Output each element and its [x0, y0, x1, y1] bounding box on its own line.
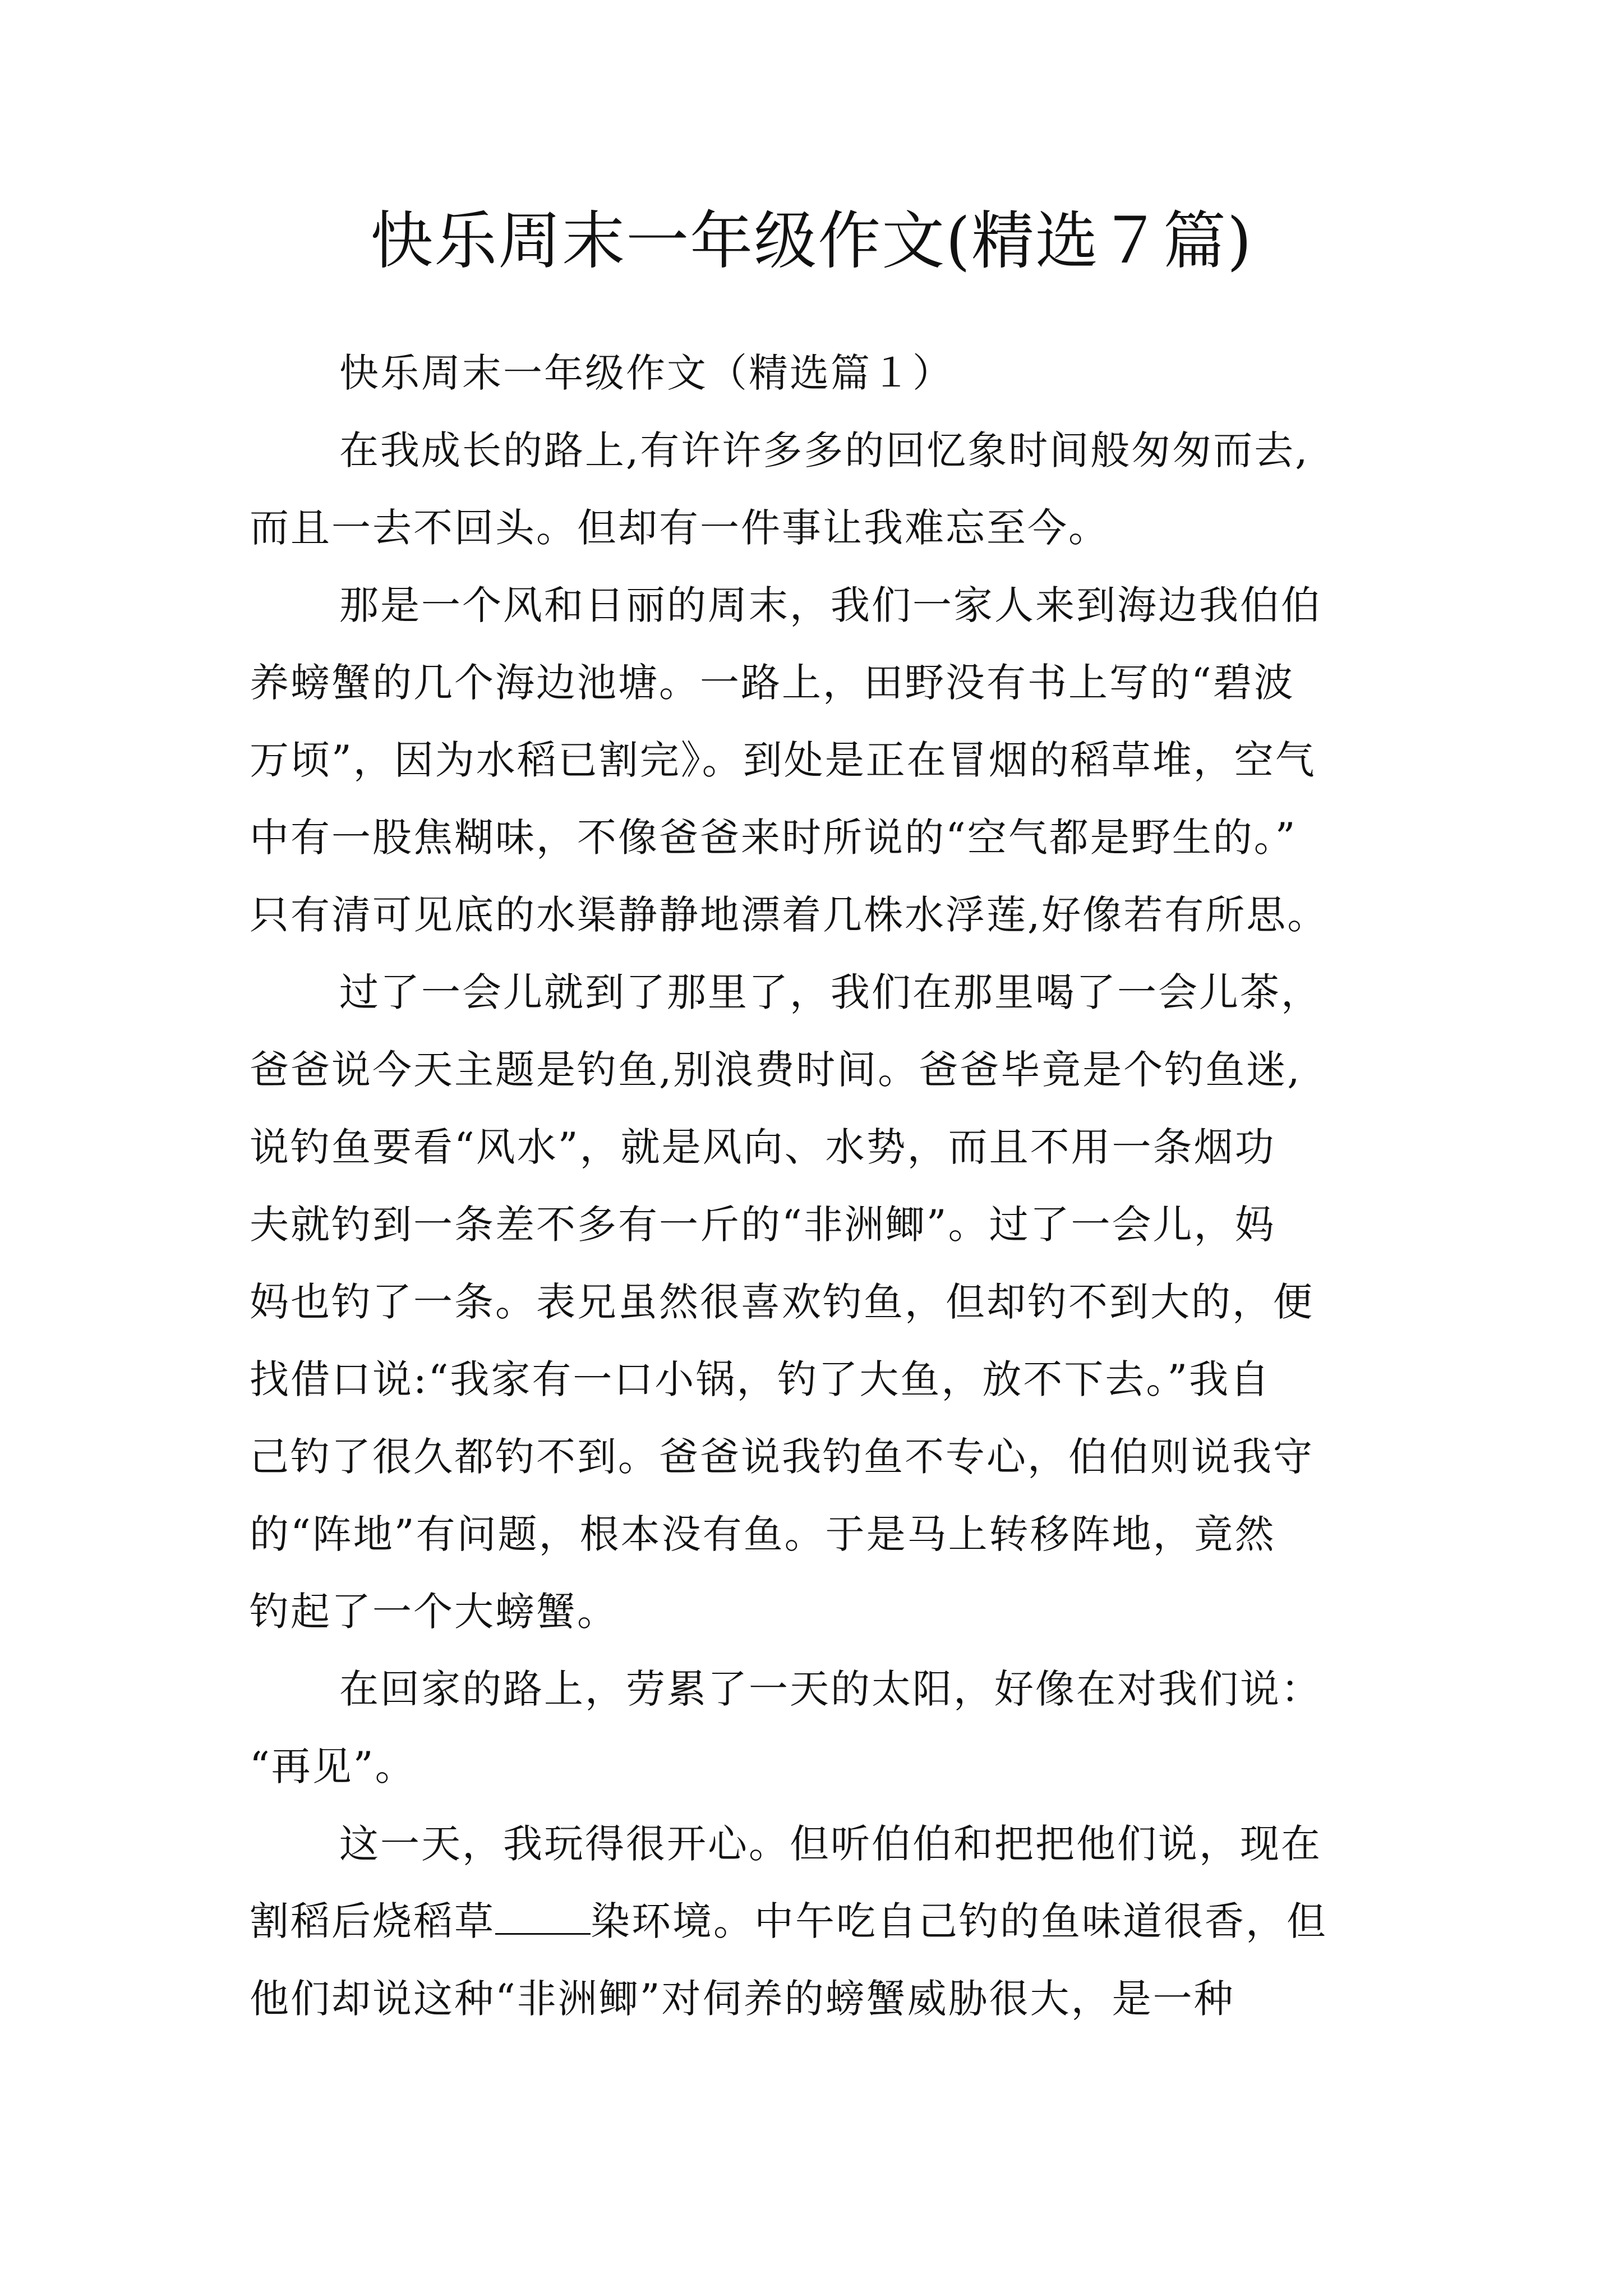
document-body: [250, 334, 1382, 2037]
text-before-blank: 割稻后烧稻草: [250, 1898, 495, 1944]
text-line: 只有清可见底的水渠静静地漂着几株水浮莲,好像若有所思。: [250, 892, 1329, 938]
text-line: 他们却说这种“非洲鲫”对伺养的螃蟹威胁很大，是一种: [250, 1976, 1235, 2022]
paragraph-5: [250, 1805, 1382, 2037]
paragraph-2: [250, 567, 1382, 954]
section-heading: [250, 334, 1382, 412]
text-line: “再见”。: [250, 1743, 416, 1789]
text-line: 这一天，我玩得很开心。但听伯伯和把把他们说，现在: [339, 1821, 1322, 1867]
text-line: 己钓了很久都钓不到。爸爸说我钓鱼不专心，伯伯则说我守: [250, 1434, 1314, 1480]
paragraph-1: [250, 412, 1382, 567]
text-line: 万顷”，因为水稻已割完》。到处是正在冒烟的稻草堆，空气: [250, 737, 1316, 783]
paragraph-3: [250, 954, 1382, 1650]
text-line: 在我成长的路上,有许许多多的回忆象时间般匆匆而去,: [339, 427, 1310, 473]
text-line: 爸爸说今天主题是钓鱼,别浪费时间。爸爸毕竟是个钓鱼迷,: [250, 1047, 1302, 1093]
text-line-with-blank: [250, 1883, 1382, 1960]
text-line: 中有一股焦糊味，不像爸爸来时所说的“空气都是野生的。”: [250, 815, 1297, 861]
text-line: 的“阵地”有问题，根本没有鱼。于是马上转移阵地，竟然: [250, 1511, 1276, 1557]
document-title: 快乐周末一年级作文(精选７篇): [370, 205, 1253, 278]
text-line: 夫就钓到一条差不多有一斤的“非洲鲫”。过了一会儿，妈: [250, 1202, 1276, 1248]
text-line: 说钓鱼要看“风水”，就是风向、水势，而且不用一条烟功: [250, 1124, 1276, 1170]
fill-in-blank: [495, 1899, 591, 1935]
text-line: 快乐周末一年级作文（精选篇１）: [339, 350, 953, 396]
paragraph-4: [250, 1650, 1382, 1805]
text-line: 妈也钓了一条。表兄虽然很喜欢钓鱼，但却钓不到大的，便: [250, 1279, 1314, 1325]
text-line: 钓起了一个大螃蟹。: [250, 1589, 618, 1635]
text-line: 在回家的路上，劳累了一天的太阳，好像在对我们说：: [339, 1666, 1322, 1712]
text-line: 而且一去不回头。但却有一件事让我难忘至今。: [250, 505, 1109, 551]
text-after-blank: 染环境。中午吃自己钓的鱼味道很香，但: [591, 1898, 1327, 1944]
text-line: 那是一个风和日丽的周末，我们一家人来到海边我伯伯: [339, 582, 1322, 628]
text-line: 过了一会儿就到了那里了，我们在那里喝了一会儿茶，: [339, 969, 1322, 1015]
text-line: 找借口说:“我家有一口小锅，钓了大鱼，放不下去。”我自: [250, 1356, 1271, 1402]
text-line: 养螃蟹的几个海边池塘。一路上，田野没有书上写的“碧波: [250, 660, 1295, 706]
